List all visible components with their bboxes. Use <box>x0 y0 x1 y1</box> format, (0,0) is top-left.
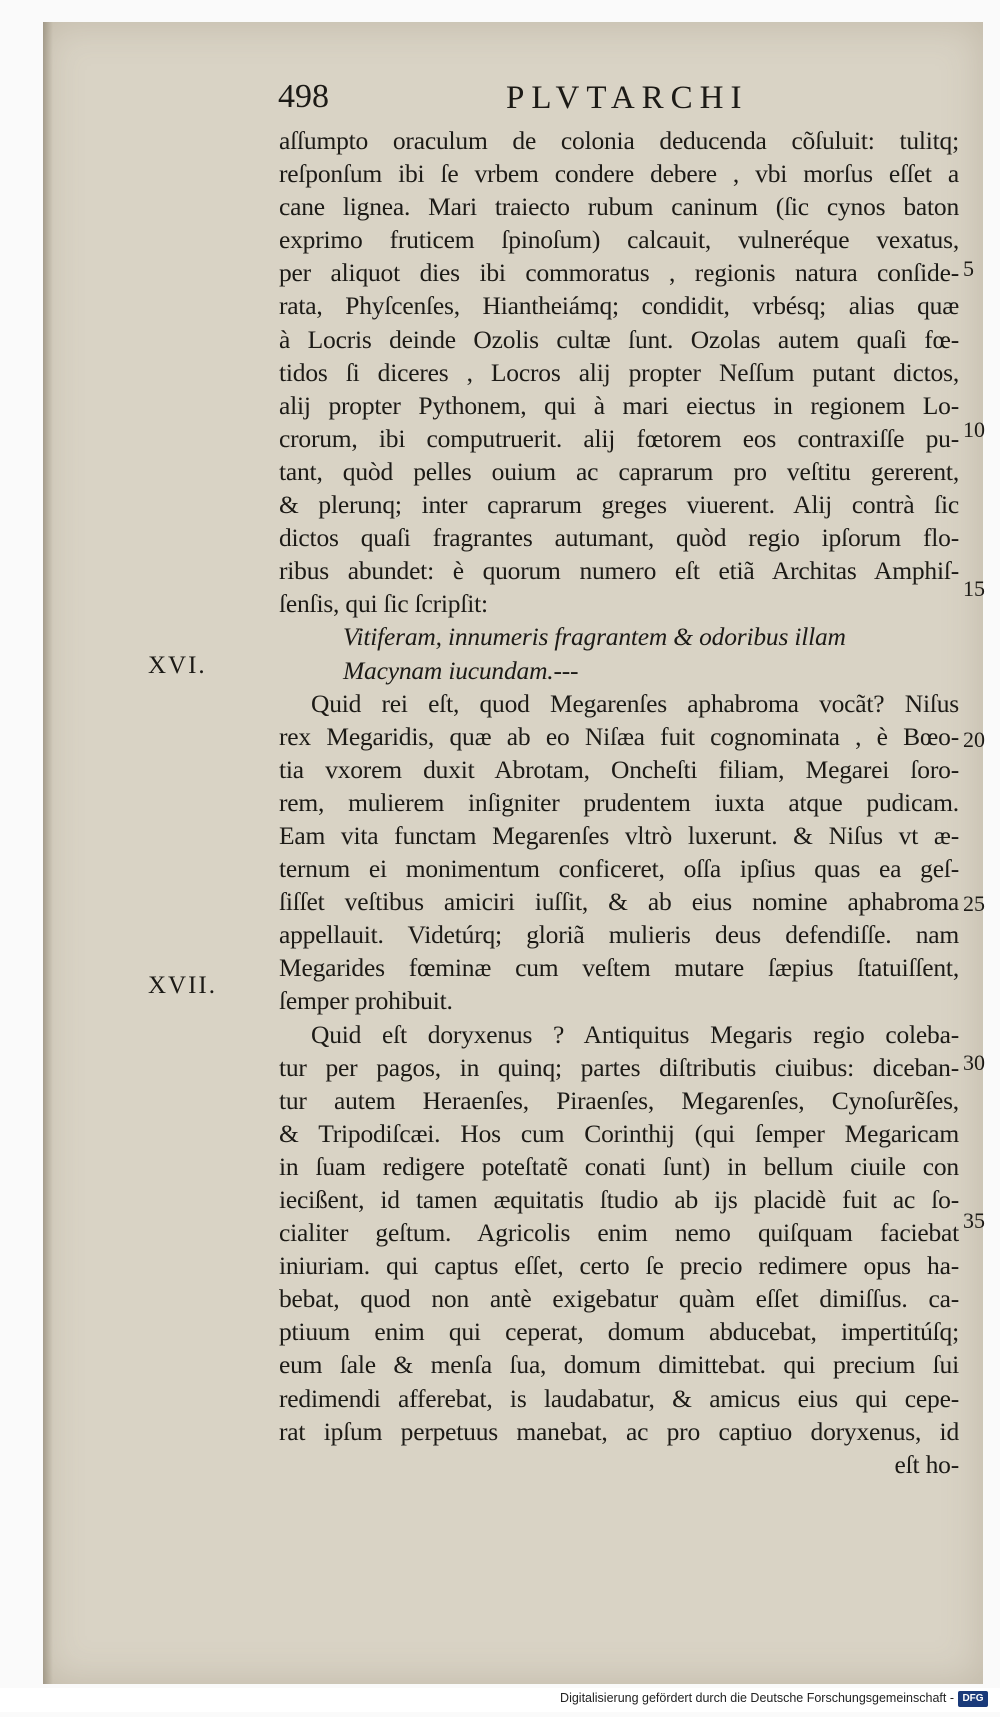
section-marker: XVII. <box>148 972 218 999</box>
text-line: crorum, ibi computruerit. alij fœtorem eos contraxiſſe pu- <box>279 423 959 453</box>
text-line: ſiſſet veſtibus amiciri iuſſit, & ab eius nomine aphabroma <box>279 887 959 917</box>
line-number: 20 <box>963 727 985 752</box>
text-line: rem, mulierem inſigniter prudentem iuxta atque pudicam. <box>279 787 959 817</box>
page-number: 498 <box>278 78 329 115</box>
text-line: exprimo fruticem ſpinoſum) calcauit, vulneréque vexatus, <box>279 225 959 255</box>
text-line: rat ipſum perpetuus manebat, ac pro captiuo doryxenus, id <box>279 1416 959 1446</box>
text-line: dictos quaſi fragrantes autumant, quòd regio ipſorum flo- <box>279 523 959 553</box>
text-line: cialiter geſtum. Agricolis enim nemo quiſquam faciebat <box>279 1218 959 1248</box>
verse-line: Vitiferam, innumeris fragrantem & odoribus illam <box>343 622 846 652</box>
text-line: per aliquot dies ibi commoratus , regionis natura conſide- <box>279 258 959 288</box>
text-line: rata, Phyſcenſes, Hiantheiámq; condidit, vrbésq; alias quæ <box>279 291 959 321</box>
text-line: iecißent, id tamen æquitatis ſtudio ab ijs placidè fuit ac ſo- <box>279 1185 959 1214</box>
main-text <box>279 124 959 1481</box>
text-line: Eam vita functam Megarenſes vltrò luxerunt. & Niſus vt æ- <box>279 820 959 850</box>
text-line: à Locris deinde Ozolis cultæ ſunt. Ozolas autem quaſi fœ- <box>279 324 959 354</box>
text-line: rex Megaridis, quæ ab eo Niſæa fuit cognominata , è Bœo- <box>279 721 959 751</box>
text-line: aſſumpto oraculum de colonia deducenda cõſuluit: tulitq; <box>279 126 959 155</box>
text-line: tant, quòd pelles ouium ac caprarum pro veſtitu gererent, <box>279 456 959 486</box>
text-line: eum ſale & menſa ſua, domum dimittebat. qui precium ſui <box>279 1350 959 1380</box>
line-number: 15 <box>963 576 985 601</box>
text-line: cane lignea. Mari traiecto rubum caninum (ſic cynos baton <box>279 192 959 222</box>
funding-notice: Digitalisierung gefördert durch die Deutsche Forschungsgemeinschaft - <box>560 1691 954 1705</box>
text-line: alij propter Pythonem, qui à mari eiectus in regionem Lo- <box>279 390 959 420</box>
text-line: tia vxorem duxit Abrotam, Oncheſti filiam, Megarei ſoro- <box>279 754 959 784</box>
line-number: 35 <box>963 1208 985 1233</box>
footer-bar <box>0 1688 1000 1712</box>
text-line: bebat, quod non antè exigebatur quàm eſſet dimiſſus. ca- <box>279 1284 959 1314</box>
text-line: ſemper prohibuit. <box>279 986 453 1016</box>
text-line: Quid eſt doryxenus ? Antiquitus Megaris regio coleba- <box>311 1019 959 1049</box>
text-line: tidos ſi diceres , Locros alij propter Neſſum putant dictos, <box>279 357 959 387</box>
verse-line: Macynam iucundam.--- <box>343 655 579 685</box>
text-line: reſponſum ibi ſe vrbem condere debere , vbi morſus eſſet a <box>279 159 959 189</box>
page-header <box>278 78 748 122</box>
text-line: ternum ei monimentum conficeret, oſſa ipſius quas ea geſ- <box>279 854 959 884</box>
text-line: Quid rei eſt, quod Megarenſes aphabroma vocãt? Niſus <box>311 688 959 718</box>
text-line: ribus abundet: è quorum numero eſt etiã Architas Amphiſ- <box>279 556 959 586</box>
text-line: iniuriam. qui captus eſſet, certo ſe precio redimere opus ha- <box>279 1251 959 1281</box>
text-line: Megarides fœminæ cum veſtem mutare ſæpius ſtatuiſſent, <box>279 953 959 983</box>
text-line: tur autem Heraenſes, Piraenſes, Megarenſes, Cynoſurẽſes, <box>279 1085 959 1115</box>
line-number: 5 <box>963 256 974 281</box>
dfg-logo: DFG <box>958 1691 988 1707</box>
line-number: 25 <box>963 891 985 916</box>
text-line: ptiuum enim qui ceperat, domum abducebat, impertitúſq; <box>279 1317 959 1347</box>
page-gutter-shadow <box>43 22 53 1684</box>
line-number: 10 <box>963 417 985 442</box>
text-line: redimendi afferebat, is laudabatur, & amicus eius qui cepe- <box>279 1383 959 1413</box>
section-marker: XVI. <box>148 652 207 679</box>
text-line: & Tripodiſcæi. Hos cum Corinthij (qui ſemper Megaricam <box>279 1118 959 1148</box>
text-line: ſenſis, qui ſic ſcripſit: <box>279 589 488 619</box>
running-title: PLVTARCHI <box>506 80 749 116</box>
text-line: & plerunq; inter caprarum greges viuerent. Alij contrà ſic <box>279 490 959 520</box>
text-line: tur per pagos, in quinq; partes diſtributis ciuibus: diceban- <box>279 1052 959 1082</box>
text-line: in ſuam redigere poteſtatẽ conati ſunt) in bellum ciuile con <box>279 1151 959 1181</box>
line-number: 30 <box>963 1050 985 1075</box>
catchword: eſt ho- <box>894 1449 959 1479</box>
text-line: appellauit. Videtúrq; gloriã mulieris deus defendiſſe. nam <box>279 920 959 950</box>
